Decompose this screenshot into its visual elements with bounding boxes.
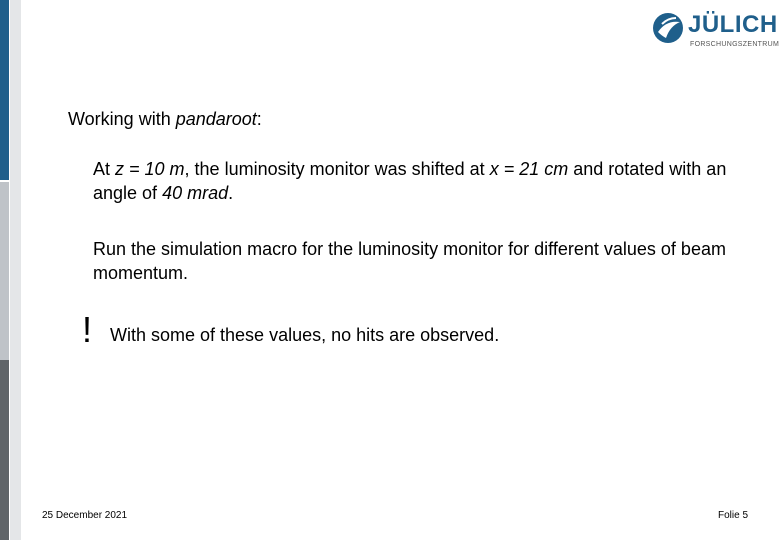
- slide-heading: Working with pandaroot:: [68, 109, 262, 129]
- juelich-logo: [652, 10, 780, 50]
- side-bar-grey: [0, 182, 9, 360]
- side-bar-dark: [0, 360, 9, 540]
- logo-name: JÜLICH: [688, 11, 778, 38]
- footer-date: 25 December 2021: [42, 510, 128, 521]
- logo-subtitle: FORSCHUNGSZENTRUM: [690, 41, 780, 48]
- juelich-logo-icon: [652, 12, 684, 44]
- note-text: With some of these values, no hits are observed.: [110, 325, 500, 345]
- paragraph-shift: At z = 10 m, the luminosity monitor was shifted at x = 21 cm and rotated with an angle of 40 mrad.: [93, 159, 727, 203]
- paragraph-simulation: Run the simulation macro for the luminosity monitor for different values of beam momentum.: [93, 239, 726, 283]
- footer-page-number: Folie 5: [717, 510, 748, 521]
- side-bar-blue: [0, 0, 9, 180]
- side-bar-light: [10, 0, 21, 540]
- exclamation-icon: !: [82, 309, 93, 350]
